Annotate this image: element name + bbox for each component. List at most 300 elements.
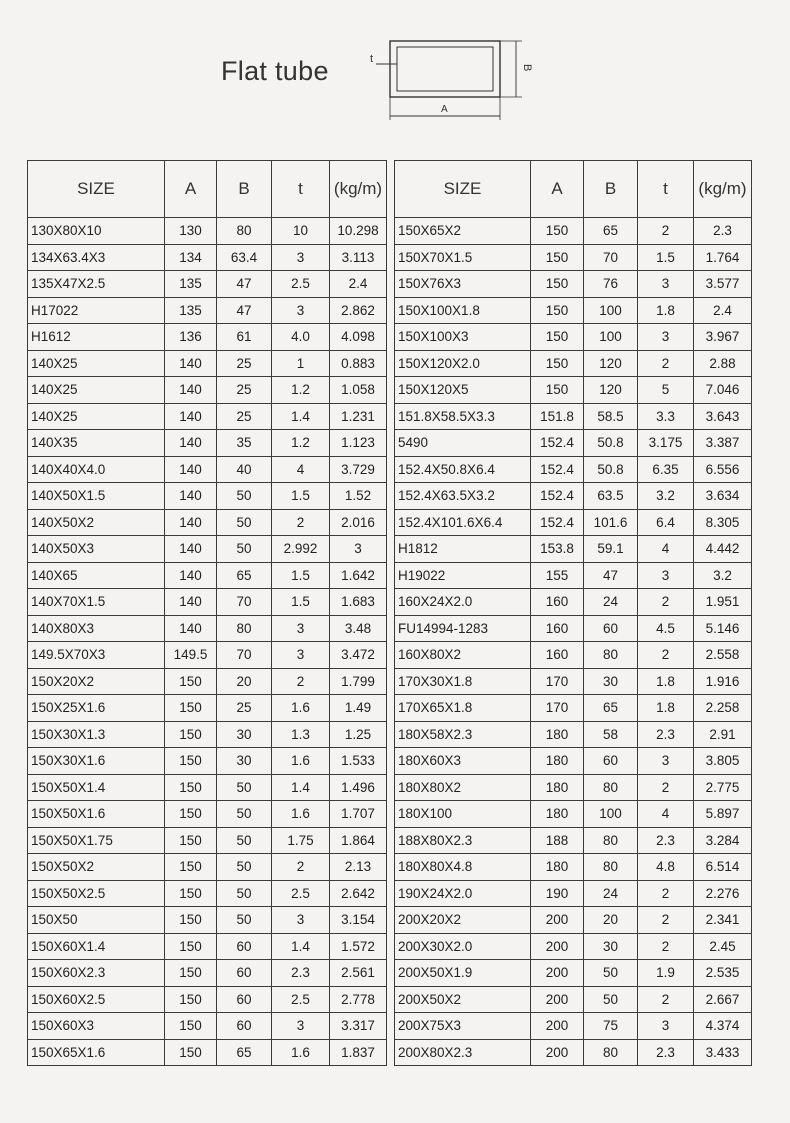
cell-weight: 1.496 (330, 774, 387, 801)
cell-t: 2.3 (638, 827, 694, 854)
cell-t: 6.35 (638, 456, 694, 483)
cell-t: 2.3 (272, 960, 330, 987)
cell-a: 140 (165, 615, 217, 642)
cell-size: 180X80X2 (395, 774, 531, 801)
cell-weight: 2.016 (330, 509, 387, 536)
cell-size: 150X50X1.6 (28, 801, 165, 828)
cell-b: 80 (584, 827, 638, 854)
cell-weight: 3.387 (694, 430, 752, 457)
cell-a: 180 (531, 801, 584, 828)
table-row (395, 456, 752, 483)
cell-t: 1.8 (638, 297, 694, 324)
table-row (395, 403, 752, 430)
cell-weight: 2.13 (330, 854, 387, 881)
header-weight: (kg/m) (694, 161, 752, 218)
spec-table-right (394, 160, 752, 1066)
table-row (395, 695, 752, 722)
cell-b: 50 (217, 854, 272, 881)
cell-a: 150 (165, 801, 217, 828)
cell-size: 160X80X2 (395, 642, 531, 669)
cell-weight: 10.298 (330, 218, 387, 245)
table-row (395, 377, 752, 404)
cell-a: 150 (165, 986, 217, 1013)
cell-a: 150 (165, 1013, 217, 1040)
table-row (395, 801, 752, 828)
cell-b: 65 (584, 218, 638, 245)
cell-weight: 3.113 (330, 244, 387, 271)
b-label: B (521, 64, 533, 72)
cell-t: 5 (638, 377, 694, 404)
cell-b: 60 (217, 960, 272, 987)
cell-t: 4.8 (638, 854, 694, 881)
cell-a: 150 (165, 880, 217, 907)
cell-a: 153.8 (531, 536, 584, 563)
table-row (28, 880, 387, 907)
cell-b: 65 (584, 695, 638, 722)
table-row (395, 907, 752, 934)
page-title: Flat tube (221, 56, 329, 86)
cell-weight: 3 (330, 536, 387, 563)
cell-a: 140 (165, 483, 217, 510)
cell-weight: 2.45 (694, 933, 752, 960)
cell-a: 140 (165, 589, 217, 616)
cell-t: 2 (638, 642, 694, 669)
cell-weight: 4.098 (330, 324, 387, 351)
cell-a: 200 (531, 1013, 584, 1040)
cell-a: 150 (165, 748, 217, 775)
cell-size: 200X50X1.9 (395, 960, 531, 987)
cell-a: 200 (531, 986, 584, 1013)
cell-weight: 2.91 (694, 721, 752, 748)
table-row (395, 986, 752, 1013)
cell-weight: 3.472 (330, 642, 387, 669)
cell-size: 140X35 (28, 430, 165, 457)
cell-b: 80 (217, 615, 272, 642)
cell-b: 30 (217, 748, 272, 775)
cell-b: 47 (217, 271, 272, 298)
cell-t: 2.5 (272, 986, 330, 1013)
cell-weight: 5.897 (694, 801, 752, 828)
table-row (395, 324, 752, 351)
cell-weight: 3.967 (694, 324, 752, 351)
table-row (28, 933, 387, 960)
cell-size: 150X60X2.3 (28, 960, 165, 987)
table-row (28, 403, 387, 430)
table-row (395, 350, 752, 377)
cell-weight: 3.433 (694, 1039, 752, 1066)
cell-b: 20 (584, 907, 638, 934)
cell-weight: 2.642 (330, 880, 387, 907)
cell-t: 4.0 (272, 324, 330, 351)
cell-weight: 3.643 (694, 403, 752, 430)
cell-t: 1.3 (272, 721, 330, 748)
header-weight: (kg/m) (330, 161, 387, 218)
cell-weight: 3.2 (694, 562, 752, 589)
table-row (28, 907, 387, 934)
cell-a: 150 (531, 297, 584, 324)
header-size: SIZE (28, 161, 165, 218)
outer-wall (390, 41, 500, 97)
cell-b: 30 (584, 668, 638, 695)
cell-b: 100 (584, 801, 638, 828)
table-row (28, 350, 387, 377)
cell-a: 150 (531, 244, 584, 271)
table-row (28, 483, 387, 510)
cell-t: 3 (638, 271, 694, 298)
cell-size: 170X30X1.8 (395, 668, 531, 695)
table-row (395, 430, 752, 457)
cell-t: 3 (272, 907, 330, 934)
cell-weight: 1.572 (330, 933, 387, 960)
cell-t: 1.8 (638, 695, 694, 722)
table-row (395, 483, 752, 510)
cell-b: 59.1 (584, 536, 638, 563)
cell-weight: 3.284 (694, 827, 752, 854)
cell-size: 150X65X2 (395, 218, 531, 245)
cell-t: 3 (272, 1013, 330, 1040)
cell-b: 50.8 (584, 456, 638, 483)
cell-weight: 6.514 (694, 854, 752, 881)
cell-size: 140X80X3 (28, 615, 165, 642)
cell-size: 140X25 (28, 403, 165, 430)
table-row (28, 456, 387, 483)
cell-b: 25 (217, 695, 272, 722)
cell-b: 50 (217, 483, 272, 510)
cell-b: 101.6 (584, 509, 638, 536)
header-b: B (584, 161, 638, 218)
cell-size: H19022 (395, 562, 531, 589)
cell-t: 4 (638, 536, 694, 563)
cell-a: 140 (165, 377, 217, 404)
cell-weight: 1.951 (694, 589, 752, 616)
cell-b: 50 (217, 774, 272, 801)
table-row (395, 297, 752, 324)
cell-size: 140X70X1.5 (28, 589, 165, 616)
cell-t: 2 (272, 854, 330, 881)
cell-a: 140 (165, 403, 217, 430)
cell-b: 80 (584, 642, 638, 669)
table-row (395, 536, 752, 563)
cell-a: 135 (165, 297, 217, 324)
cell-a: 152.4 (531, 509, 584, 536)
cell-b: 50 (584, 960, 638, 987)
cell-weight: 5.146 (694, 615, 752, 642)
cell-b: 80 (217, 218, 272, 245)
table-row (28, 986, 387, 1013)
cell-a: 150 (165, 907, 217, 934)
cell-weight: 4.374 (694, 1013, 752, 1040)
cell-size: 152.4X101.6X6.4 (395, 509, 531, 536)
table-row (28, 748, 387, 775)
cell-a: 160 (531, 642, 584, 669)
cell-weight: 1.49 (330, 695, 387, 722)
table-row (28, 721, 387, 748)
cell-size: 135X47X2.5 (28, 271, 165, 298)
cell-b: 60 (217, 1013, 272, 1040)
cell-weight: 8.305 (694, 509, 752, 536)
a-label: A (441, 104, 448, 115)
cell-b: 80 (584, 774, 638, 801)
cell-t: 2 (638, 907, 694, 934)
cell-t: 3.175 (638, 430, 694, 457)
table-row (28, 377, 387, 404)
cell-size: H1812 (395, 536, 531, 563)
table-row (28, 960, 387, 987)
table-row (28, 1013, 387, 1040)
cell-a: 180 (531, 721, 584, 748)
cell-b: 70 (217, 642, 272, 669)
cell-b: 65 (217, 562, 272, 589)
cell-t: 1.5 (272, 483, 330, 510)
cell-size: 140X50X1.5 (28, 483, 165, 510)
cell-a: 160 (531, 589, 584, 616)
cell-t: 2 (638, 350, 694, 377)
cell-size: 188X80X2.3 (395, 827, 531, 854)
table-row (395, 562, 752, 589)
cell-size: 150X50X2.5 (28, 880, 165, 907)
cell-a: 150 (531, 377, 584, 404)
cell-a: 152.4 (531, 483, 584, 510)
cell-size: 140X65 (28, 562, 165, 589)
cell-size: 149.5X70X3 (28, 642, 165, 669)
cell-t: 1.4 (272, 933, 330, 960)
cell-b: 65 (217, 1039, 272, 1066)
cell-t: 3 (638, 324, 694, 351)
cell-size: 150X60X2.5 (28, 986, 165, 1013)
cell-size: 150X100X3 (395, 324, 531, 351)
table-row (28, 642, 387, 669)
cell-weight: 1.533 (330, 748, 387, 775)
cell-a: 170 (531, 668, 584, 695)
profile-diagram (360, 30, 533, 127)
table-row (395, 271, 752, 298)
cell-size: 150X30X1.6 (28, 748, 165, 775)
cell-weight: 3.805 (694, 748, 752, 775)
cell-size: 150X60X3 (28, 1013, 165, 1040)
cell-b: 50 (217, 536, 272, 563)
cell-b: 40 (217, 456, 272, 483)
cell-b: 24 (584, 589, 638, 616)
cell-size: 200X30X2.0 (395, 933, 531, 960)
cell-size: 180X80X4.8 (395, 854, 531, 881)
cell-t: 1.2 (272, 377, 330, 404)
cell-b: 24 (584, 880, 638, 907)
table-row (395, 960, 752, 987)
cell-t: 3 (272, 297, 330, 324)
cell-a: 150 (165, 827, 217, 854)
cell-weight: 2.88 (694, 350, 752, 377)
cell-a: 150 (531, 324, 584, 351)
cell-weight: 2.4 (330, 271, 387, 298)
cell-a: 150 (165, 854, 217, 881)
cell-size: 140X25 (28, 377, 165, 404)
t-label: t (370, 53, 374, 65)
cell-size: 134X63.4X3 (28, 244, 165, 271)
header-b: B (217, 161, 272, 218)
cell-t: 2.992 (272, 536, 330, 563)
cell-t: 2 (638, 880, 694, 907)
cell-weight: 2.341 (694, 907, 752, 934)
cell-a: 150 (165, 668, 217, 695)
cell-a: 170 (531, 695, 584, 722)
table-row (395, 880, 752, 907)
cell-t: 2 (638, 774, 694, 801)
cell-size: 150X60X1.4 (28, 933, 165, 960)
cell-a: 200 (531, 933, 584, 960)
cell-b: 50 (217, 509, 272, 536)
cell-b: 120 (584, 350, 638, 377)
cell-a: 150 (165, 774, 217, 801)
cell-size: 180X58X2.3 (395, 721, 531, 748)
cell-size: 150X50X2 (28, 854, 165, 881)
cell-t: 3.3 (638, 403, 694, 430)
cell-b: 25 (217, 377, 272, 404)
cell-size: 130X80X10 (28, 218, 165, 245)
cell-weight: 2.778 (330, 986, 387, 1013)
cell-b: 80 (584, 854, 638, 881)
cell-a: 152.4 (531, 456, 584, 483)
cell-weight: 7.046 (694, 377, 752, 404)
cell-size: 150X65X1.6 (28, 1039, 165, 1066)
cell-a: 130 (165, 218, 217, 245)
cell-b: 30 (217, 721, 272, 748)
cell-b: 60 (217, 933, 272, 960)
cell-a: 155 (531, 562, 584, 589)
cell-b: 58.5 (584, 403, 638, 430)
table-row (28, 1039, 387, 1066)
cell-weight: 1.799 (330, 668, 387, 695)
cell-weight: 1.837 (330, 1039, 387, 1066)
cell-b: 50 (584, 986, 638, 1013)
cell-weight: 1.916 (694, 668, 752, 695)
cell-b: 63.5 (584, 483, 638, 510)
cell-t: 1.4 (272, 774, 330, 801)
cell-size: 150X70X1.5 (395, 244, 531, 271)
table-row (28, 801, 387, 828)
table-row (28, 668, 387, 695)
spec-table-left (27, 160, 387, 1066)
cell-size: 140X25 (28, 350, 165, 377)
cell-t: 4.5 (638, 615, 694, 642)
cell-b: 50 (217, 880, 272, 907)
cell-size: 180X100 (395, 801, 531, 828)
cell-b: 61 (217, 324, 272, 351)
cell-size: 200X50X2 (395, 986, 531, 1013)
cell-t: 2.3 (638, 721, 694, 748)
table-row (28, 774, 387, 801)
cell-size: 150X100X1.8 (395, 297, 531, 324)
cell-weight: 1.231 (330, 403, 387, 430)
cell-a: 150 (531, 350, 584, 377)
table-row (28, 695, 387, 722)
cell-t: 1.5 (638, 244, 694, 271)
cell-weight: 2.558 (694, 642, 752, 669)
cell-a: 152.4 (531, 430, 584, 457)
cell-t: 1.2 (272, 430, 330, 457)
cell-b: 100 (584, 297, 638, 324)
cell-b: 35 (217, 430, 272, 457)
cell-b: 75 (584, 1013, 638, 1040)
cell-weight: 6.556 (694, 456, 752, 483)
cell-t: 6.4 (638, 509, 694, 536)
cell-size: 200X80X2.3 (395, 1039, 531, 1066)
cell-size: 150X120X5 (395, 377, 531, 404)
cell-size: 190X24X2.0 (395, 880, 531, 907)
table-row (28, 615, 387, 642)
cell-b: 76 (584, 271, 638, 298)
cell-size: 200X20X2 (395, 907, 531, 934)
cell-size: 152.4X50.8X6.4 (395, 456, 531, 483)
flat-tube-cross-section (360, 30, 533, 122)
table-row (395, 748, 752, 775)
cell-t: 3 (638, 1013, 694, 1040)
table-row (395, 244, 752, 271)
cell-weight: 2.276 (694, 880, 752, 907)
cell-size: 140X50X2 (28, 509, 165, 536)
cell-b: 70 (217, 589, 272, 616)
header-t: t (272, 161, 330, 218)
cell-t: 1 (272, 350, 330, 377)
table-row (28, 244, 387, 271)
cell-size: 152.4X63.5X3.2 (395, 483, 531, 510)
cell-a: 190 (531, 880, 584, 907)
cell-t: 2.5 (272, 880, 330, 907)
cell-a: 140 (165, 536, 217, 563)
cell-weight: 3.317 (330, 1013, 387, 1040)
cell-size: 140X40X4.0 (28, 456, 165, 483)
table-row (395, 774, 752, 801)
cell-b: 25 (217, 403, 272, 430)
cell-a: 140 (165, 562, 217, 589)
cell-b: 50 (217, 907, 272, 934)
table-row (395, 668, 752, 695)
cell-size: H1612 (28, 324, 165, 351)
cell-size: 150X50X1.4 (28, 774, 165, 801)
cell-a: 150 (165, 721, 217, 748)
cell-b: 58 (584, 721, 638, 748)
header-size: SIZE (395, 161, 531, 218)
table-row (395, 509, 752, 536)
cell-weight: 3.729 (330, 456, 387, 483)
cell-b: 80 (584, 1039, 638, 1066)
cell-a: 200 (531, 907, 584, 934)
cell-a: 188 (531, 827, 584, 854)
cell-t: 4 (272, 456, 330, 483)
table-row (395, 589, 752, 616)
cell-size: H17022 (28, 297, 165, 324)
cell-size: 150X50 (28, 907, 165, 934)
cell-t: 2 (638, 218, 694, 245)
cell-size: 180X60X3 (395, 748, 531, 775)
header-row (395, 161, 752, 218)
cell-t: 1.6 (272, 1039, 330, 1066)
cell-weight: 2.258 (694, 695, 752, 722)
table-row (28, 509, 387, 536)
inner-wall (397, 47, 493, 91)
cell-weight: 1.25 (330, 721, 387, 748)
cell-t: 2 (638, 933, 694, 960)
table-row (28, 589, 387, 616)
cell-weight: 1.683 (330, 589, 387, 616)
cell-a: 135 (165, 271, 217, 298)
cell-weight: 3.577 (694, 271, 752, 298)
cell-size: 160X24X2.0 (395, 589, 531, 616)
cell-weight: 2.4 (694, 297, 752, 324)
cell-weight: 2.775 (694, 774, 752, 801)
cell-t: 2 (638, 986, 694, 1013)
header-a: A (531, 161, 584, 218)
table-row (395, 1013, 752, 1040)
